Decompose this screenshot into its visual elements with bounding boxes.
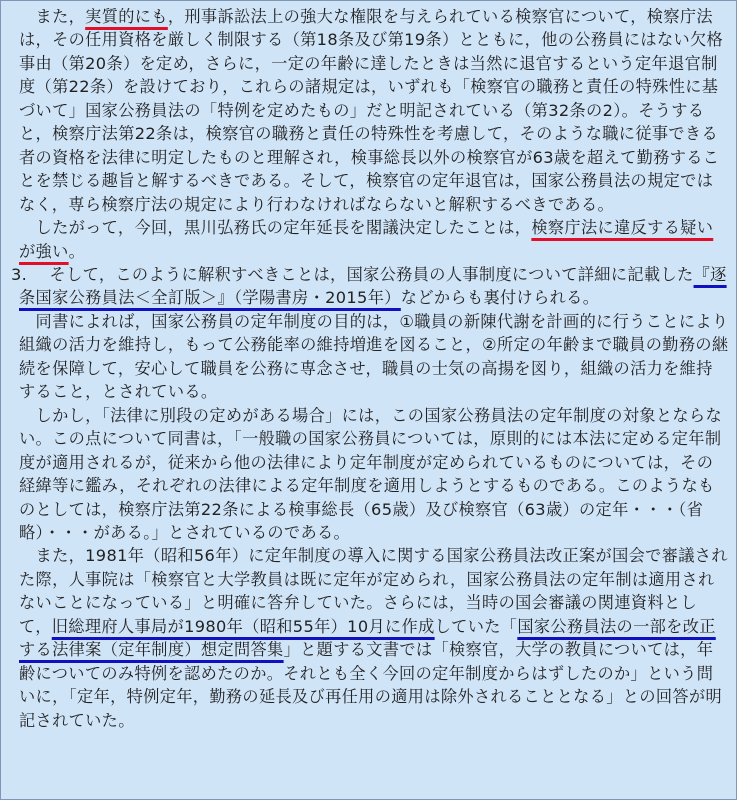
text-run: また， [19,7,86,26]
section-number: 3. [11,264,28,284]
paragraph-2 [19,216,729,263]
blue-underlined-phrase: 旧総理府人事局が1980年（昭和55年）10月に作成 [51,616,435,636]
red-underlined-phrase: 実質的にも [85,7,168,26]
text-run: また，1981年（昭和56年）に定年制度の導入に関する国家公務員法改正案が国会で審議された際，人事院は「検察官と大学教員は既に定年が定められ，国家公務員法の定年制は適用されないことになっている」と明確に答弁していた。さらには，当時の国会審議の関連資料として， [19,546,728,636]
paragraph-1 [19,5,729,216]
text-run: していた「 [434,616,518,636]
red-underlined-phrase: 検察庁法に違反する疑いが強い [19,218,714,261]
blue-underlined-document-title: 国家公務員法の一部を改正する法律案（定年制度）想定問答集 [19,616,716,660]
blue-underlined-book-title: 『逐条国家公務員法＜全訂版＞』（学陽書房・2015年） [19,264,727,308]
document-body [11,5,729,732]
text-run: などからも裏付けられる。 [400,288,600,308]
section-3-paragraph [11,263,729,310]
text-run: 」と題する文書では「検察官，大学の教員については，年齢についてのみ特例を認めたのか。それとも全く今回の定年制度からはずしたのか」という問いに，「定年，特例定年，勤務の延長及び再任用の適用は除外されることとなる」との回答が明記されていた。 [19,640,723,730]
text-run: 。 [68,241,86,261]
paragraph-6 [19,544,729,732]
paragraph-5: しかし，「法律に別段の定めがある場合」には，この国家公務員法の定年制度の対象とならない。この点について同書は，「一般職の国家公務員については，原則的には本法に定める定年制度が適用されるが，従来から他の法律により定年制度が定められているものについては，その経緯等に鑑み，それぞれの法律による定年制度を適用しようとするものである。このようなものとしては，検察庁法第22条による検事総長（65歳）及び検察官（63歳）の定年・・・（省略）・・・がある。」とされているのである。 [19,405,723,542]
text-run: したがって，今回，黒川弘務氏の定年延長を閣議決定したことは， [19,218,532,238]
paragraph-4: 同書によれば，国家公務員の定年制度の目的は，①職員の新陳代謝を計画的に行うことにより組織の活力を維持し，もって公務能率の維持増進を図ること，②所定の年齢まで職員の勤務の継続を保障して，安心して職員を公務に専念させ，職員の士気の高揚を図り，組織の活力を維持すること，とされている。 [19,311,729,402]
text-run: そして，このように解釈すべきことは，国家公務員の人事制度について詳細に記載した [33,264,694,284]
text-run: ，刑事訴訟法上の強大な権限を与えられている検察官について，検察庁法は，その任用資格を厳しく制限する（第18条及び第19条）とともに，他の公務員にはない欠格事由（第20条）を定め，さらに，一定の年齢に達したときは当然に退官するという定年退官制度（第22条）を設けており，これらの諸規定は，いずれも「検察官の職務と責任の特殊性に基づいて」国家公務員法の「特例を定めたもの」だと明記されている（第32条の2）。そうすると，検察庁法第22条は，検察官の職務と責任の特殊性を考慮して，そのような職に従事できる者の資格を法律に明定したものと理解され，検事総長以外の検察官が63歳を超えて勤務することを禁じる趣旨と解するべきである。そして，検察官の定年退官は，国家公務員法の規定ではなく，専ら検察庁法の規定により行わなければならないと解釈するべきである。 [19,7,724,214]
